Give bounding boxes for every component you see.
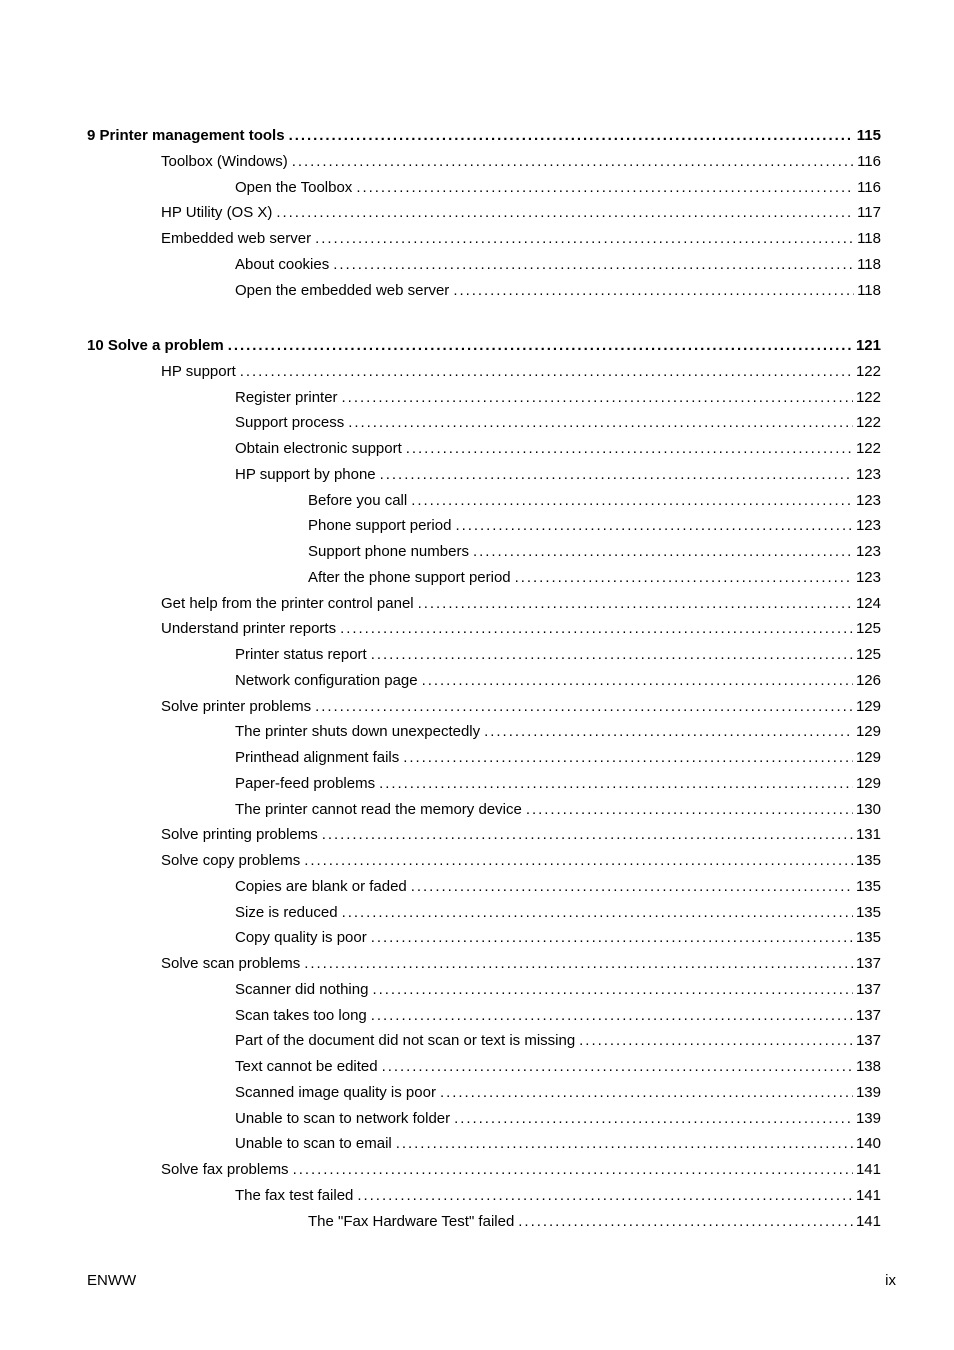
- toc-entry-title: Register printer: [235, 388, 338, 406]
- dot-leader: [240, 363, 853, 381]
- toc-entry[interactable]: [235, 801, 881, 819]
- toc-entry-page-number: 135: [855, 903, 881, 921]
- toc-entry-title: The printer cannot read the memory device: [235, 800, 522, 818]
- toc-entry[interactable]: [235, 723, 881, 741]
- toc-entry-title: Size is reduced: [235, 903, 338, 921]
- toc-entry[interactable]: [161, 698, 881, 716]
- toc-entry-page-number: 123: [855, 543, 881, 560]
- toc-entry-page-number: 135: [855, 852, 881, 869]
- toc-entry-title: Toolbox (Windows): [161, 152, 288, 170]
- toc-entry-page-number: 122: [855, 414, 881, 432]
- toc-entry[interactable]: [235, 981, 881, 999]
- dot-leader: [422, 672, 853, 690]
- dot-leader: [315, 230, 854, 248]
- footer-publication-code: ENWW: [87, 1272, 137, 1289]
- toc-entry-title: Part of the document did not scan or text is missing: [235, 1032, 576, 1050]
- dot-leader: [356, 179, 854, 197]
- dot-leader: [454, 1110, 853, 1128]
- toc-entry-title: HP Utility (OS X): [161, 204, 273, 222]
- toc-entry-page-number: 140: [855, 1135, 881, 1153]
- dot-leader: [289, 127, 854, 145]
- toc-chapter-entry[interactable]: [87, 127, 881, 145]
- toc-entry-title: Text cannot be edited: [235, 1058, 378, 1075]
- toc-entry-title: The fax test failed: [235, 1186, 354, 1204]
- toc-entry-title: The printer shuts down unexpectedly: [235, 723, 481, 741]
- dot-leader: [455, 517, 853, 535]
- toc-entry[interactable]: [308, 569, 881, 587]
- toc-entry-page-number: 116: [857, 152, 881, 170]
- toc-entry-page-number: 115: [856, 127, 881, 144]
- toc-entry[interactable]: [235, 414, 881, 432]
- toc-entry[interactable]: [161, 852, 881, 870]
- toc-entry-title: Copy quality is poor: [235, 929, 367, 947]
- toc-entry[interactable]: [161, 595, 881, 613]
- toc-entry-page-number: 123: [855, 517, 881, 535]
- dot-leader: [382, 1058, 853, 1076]
- dot-leader: [379, 775, 853, 793]
- toc-entry-title: Scanned image quality is poor: [235, 1083, 436, 1101]
- toc-entry-title: Network configuration page: [235, 671, 418, 689]
- toc-entry[interactable]: [308, 492, 881, 510]
- toc-entry-title: Get help from the printer control panel: [161, 594, 414, 612]
- toc-entry-page-number: 138: [855, 1058, 881, 1075]
- toc-entry-title: 10 Solve a problem: [87, 337, 224, 354]
- dot-leader: [292, 153, 854, 171]
- dot-leader: [518, 1213, 853, 1231]
- toc-entry-title: About cookies: [235, 255, 330, 273]
- dot-leader: [333, 256, 854, 274]
- toc-entry-page-number: 123: [855, 491, 881, 509]
- toc-entry-page-number: 137: [855, 955, 881, 972]
- toc-entry[interactable]: [235, 1032, 881, 1050]
- dot-leader: [403, 749, 853, 767]
- toc-entry[interactable]: [235, 904, 881, 922]
- toc-entry-page-number: 126: [855, 671, 881, 689]
- dot-leader: [380, 466, 853, 484]
- toc-entry-page-number: 141: [855, 1186, 881, 1204]
- toc-entry-page-number: 116: [857, 178, 881, 196]
- dot-leader: [348, 414, 853, 432]
- toc-entry[interactable]: [235, 775, 881, 793]
- toc-entry[interactable]: [308, 1213, 881, 1231]
- dot-leader: [228, 337, 853, 355]
- toc-entry-page-number: 135: [855, 877, 881, 895]
- toc-entry-title: HP support by phone: [235, 465, 376, 483]
- toc-entry[interactable]: [235, 440, 881, 458]
- toc-entry-page-number: 118: [857, 255, 881, 273]
- toc-entry-page-number: 135: [855, 929, 881, 947]
- toc-entry-page-number: 130: [855, 800, 881, 818]
- toc-entry-title: Unable to scan to network folder: [235, 1109, 451, 1127]
- dot-leader: [357, 1187, 853, 1205]
- toc-entry-title: Printhead alignment fails: [235, 749, 400, 766]
- toc-entry[interactable]: [161, 230, 881, 248]
- toc-entry-title: Phone support period: [308, 517, 452, 535]
- toc-entry-page-number: 122: [855, 362, 881, 380]
- toc-entry-page-number: 137: [855, 1006, 881, 1024]
- toc-entry-page-number: 139: [855, 1083, 881, 1101]
- dot-leader: [371, 1007, 853, 1025]
- dot-leader: [453, 282, 854, 300]
- footer-page-number: ix: [885, 1272, 896, 1289]
- toc-entry-page-number: 139: [855, 1109, 881, 1127]
- toc-entry[interactable]: [161, 204, 881, 222]
- toc-entry[interactable]: [308, 517, 881, 535]
- dot-leader: [293, 1161, 853, 1179]
- toc-entry-page-number: 129: [855, 723, 881, 741]
- toc-entry[interactable]: [235, 256, 881, 274]
- toc-entry-page-number: 141: [855, 1161, 881, 1178]
- toc-entry-page-number: 121: [855, 337, 881, 354]
- dot-leader: [342, 904, 853, 922]
- toc-entry[interactable]: [161, 1161, 881, 1179]
- toc-entry-page-number: 125: [855, 646, 881, 663]
- toc-entry-page-number: 123: [855, 465, 881, 483]
- toc-entry[interactable]: [235, 646, 881, 664]
- toc-entry-title: Solve fax problems: [161, 1161, 289, 1178]
- toc-entry[interactable]: [161, 826, 881, 844]
- dot-leader: [322, 826, 853, 844]
- toc-entry-title: Paper-feed problems: [235, 774, 376, 792]
- toc-entry-title: Solve printer problems: [161, 697, 312, 715]
- toc-entry-title: Before you call: [308, 491, 408, 509]
- dot-leader: [304, 955, 853, 973]
- toc-entry-title: Solve scan problems: [161, 955, 301, 972]
- toc-entry-title: After the phone support period: [308, 568, 511, 586]
- dot-leader: [526, 801, 853, 819]
- toc-entry[interactable]: [235, 179, 881, 197]
- toc-entry[interactable]: [235, 466, 881, 484]
- dot-leader: [411, 878, 853, 896]
- toc-entry[interactable]: [161, 153, 881, 171]
- dot-leader: [342, 389, 853, 407]
- toc-entry-title: Open the embedded web server: [235, 281, 450, 299]
- toc-entry[interactable]: [235, 878, 881, 896]
- toc-entry-page-number: 118: [857, 281, 881, 299]
- dot-leader: [418, 595, 853, 613]
- toc-entry-page-number: 137: [855, 980, 881, 998]
- toc-entry-title: Unable to scan to email: [235, 1135, 392, 1153]
- toc-entry-title: HP support: [161, 362, 236, 380]
- toc-entry[interactable]: [235, 749, 881, 767]
- toc-entry-page-number: 129: [855, 774, 881, 792]
- toc-entry-title: Embedded web server: [161, 230, 312, 247]
- toc-entry[interactable]: [235, 1084, 881, 1102]
- toc-entry[interactable]: [235, 1187, 881, 1205]
- dot-leader: [371, 646, 853, 664]
- dot-leader: [440, 1084, 853, 1102]
- toc-entry[interactable]: [235, 929, 881, 947]
- dot-leader: [579, 1032, 853, 1050]
- toc-entry-title: Solve printing problems: [161, 826, 318, 844]
- dot-leader: [304, 852, 853, 870]
- dot-leader: [276, 204, 854, 222]
- dot-leader: [372, 981, 853, 999]
- toc-entry-page-number: 123: [855, 568, 881, 586]
- toc-entry[interactable]: [161, 955, 881, 973]
- toc-entry[interactable]: [161, 363, 881, 381]
- dot-leader: [396, 1135, 853, 1153]
- toc-entry[interactable]: [235, 1007, 881, 1025]
- toc-entry[interactable]: [308, 543, 881, 561]
- toc-entry-page-number: 125: [855, 620, 881, 638]
- toc-entry-title: Solve copy problems: [161, 852, 301, 869]
- toc-entry[interactable]: [235, 389, 881, 407]
- toc-entry-page-number: 137: [855, 1032, 881, 1050]
- toc-entry-page-number: 124: [855, 594, 881, 612]
- toc-entry-title: Scan takes too long: [235, 1006, 367, 1024]
- toc-entry-page-number: 117: [857, 204, 881, 222]
- toc-entry-page-number: 129: [855, 697, 881, 715]
- dot-leader: [515, 569, 853, 587]
- toc-entry-title: The "Fax Hardware Test" failed: [308, 1212, 515, 1230]
- toc-entry-page-number: 122: [855, 440, 881, 457]
- toc-entry[interactable]: [235, 1135, 881, 1153]
- toc-entry[interactable]: [235, 1110, 881, 1128]
- toc-entry-title: Support phone numbers: [308, 543, 469, 560]
- dot-leader: [473, 543, 853, 561]
- toc-entry-title: Scanner did nothing: [235, 980, 369, 998]
- toc-entry-title: Copies are blank or faded: [235, 877, 407, 895]
- dot-leader: [406, 440, 853, 458]
- dot-leader: [371, 929, 853, 947]
- dot-leader: [315, 698, 853, 716]
- toc-entry-title: 9 Printer management tools: [87, 127, 285, 144]
- toc-entry[interactable]: [235, 282, 881, 300]
- toc-entry-title: Open the Toolbox: [235, 178, 353, 196]
- toc-entry-title: Obtain electronic support: [235, 440, 402, 457]
- toc-entry-page-number: 118: [857, 230, 881, 247]
- toc-entry-page-number: 129: [855, 749, 881, 766]
- toc-entry-page-number: 122: [855, 388, 881, 406]
- toc-entry-title: Support process: [235, 414, 345, 432]
- dot-leader: [484, 723, 853, 741]
- toc-entry-page-number: 141: [855, 1212, 881, 1230]
- toc-entry-page-number: 131: [855, 826, 881, 844]
- toc-entry[interactable]: [235, 1058, 881, 1076]
- toc-entry[interactable]: [235, 672, 881, 690]
- toc-entry[interactable]: [161, 620, 881, 638]
- dot-leader: [340, 620, 853, 638]
- toc-entry-title: Understand printer reports: [161, 620, 337, 638]
- toc-chapter-entry[interactable]: [87, 337, 881, 355]
- toc-entry-title: Printer status report: [235, 646, 367, 663]
- dot-leader: [411, 492, 853, 510]
